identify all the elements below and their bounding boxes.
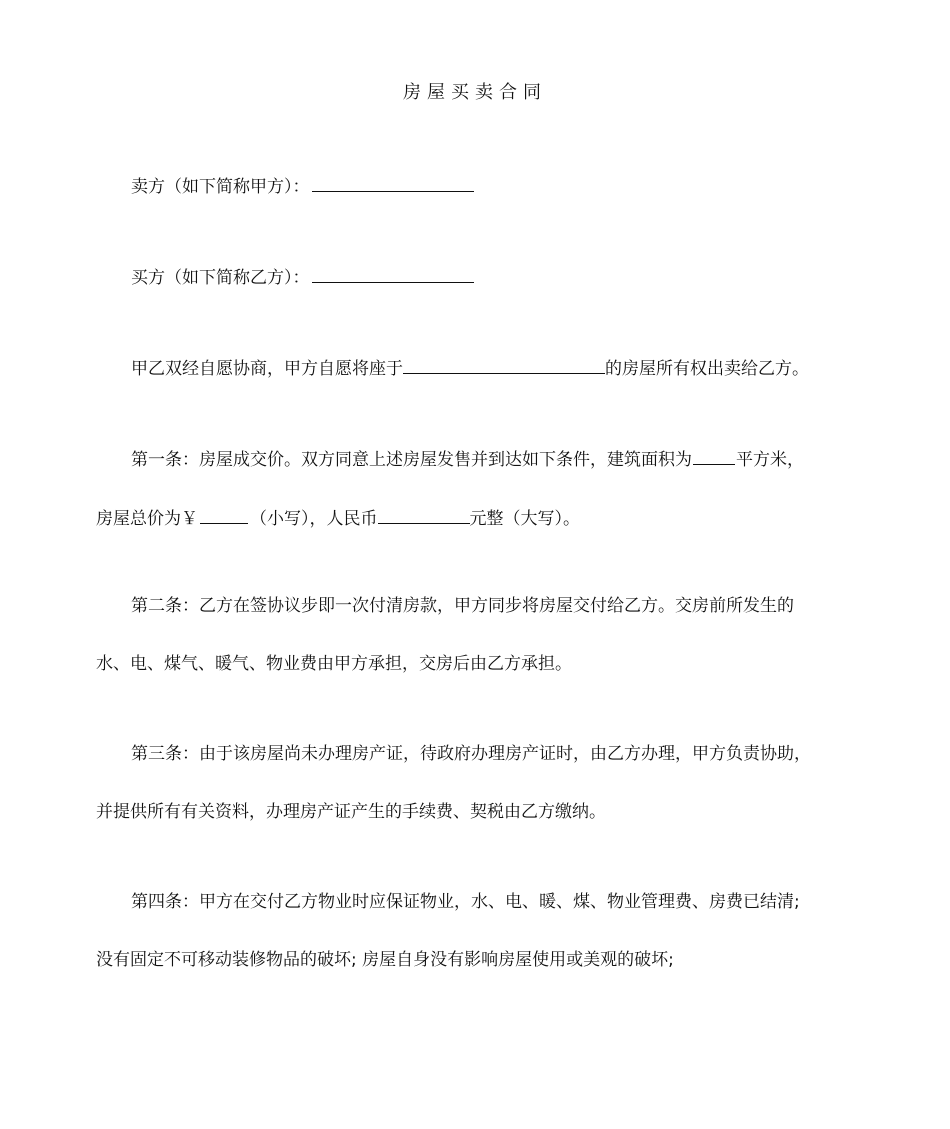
article3-line2: 并提供所有有关资料，办理房产证产生的手续费、契税由乙方缴纳。 — [96, 802, 606, 822]
seller-line — [131, 173, 474, 199]
intro-text-after: 的房屋所有权出卖给乙方。 — [605, 359, 809, 379]
article1-line1 — [131, 446, 804, 472]
price-numeric-blank[interactable] — [200, 505, 248, 524]
document-title: 房屋买卖合同 — [403, 82, 547, 103]
price-words-blank[interactable] — [378, 505, 470, 524]
intro-line — [131, 355, 809, 381]
article1-text-before: 第一条：房屋成交价。双方同意上述房屋发售并到达如下条件，建筑面积为 — [131, 450, 692, 470]
article3-line1: 第三条：由于该房屋尚未办理房产证，待政府办理房产证时，由乙方办理，甲方负责协助， — [131, 744, 811, 764]
article1-line2 — [96, 505, 580, 531]
area-blank[interactable] — [693, 446, 735, 465]
seller-name-blank[interactable] — [312, 173, 474, 192]
buyer-name-blank[interactable] — [312, 264, 474, 283]
property-location-blank[interactable] — [403, 355, 605, 374]
article1-price-end: 元整（大写）。 — [469, 509, 580, 529]
intro-text-before: 甲乙双经自愿协商，甲方自愿将座于 — [131, 359, 403, 379]
article4-line2: 没有固定不可移动装修物品的破坏; 房屋自身没有影响房屋使用或美观的破坏; — [96, 950, 674, 970]
buyer-line — [131, 264, 474, 290]
article1-price-label: 房屋总价为￥ — [96, 509, 198, 529]
article1-price-mid: （小写），人民币 — [250, 509, 378, 529]
buyer-label: 买方（如下简称乙方）： — [131, 268, 310, 288]
article1-text-after: 平方米， — [736, 450, 804, 470]
article4-line1: 第四条：甲方在交付乙方物业时应保证物业，水、电、暖、煤、物业管理费、房费已结清; — [131, 892, 800, 912]
seller-label: 卖方（如下简称甲方）： — [131, 177, 310, 197]
article2-line2: 水、电、煤气、暖气、物业费由甲方承担，交房后由乙方承担。 — [96, 654, 572, 674]
article2-line1: 第二条：乙方在签协议步即一次付清房款，甲方同步将房屋交付给乙方。交房前所发生的 — [131, 596, 794, 616]
